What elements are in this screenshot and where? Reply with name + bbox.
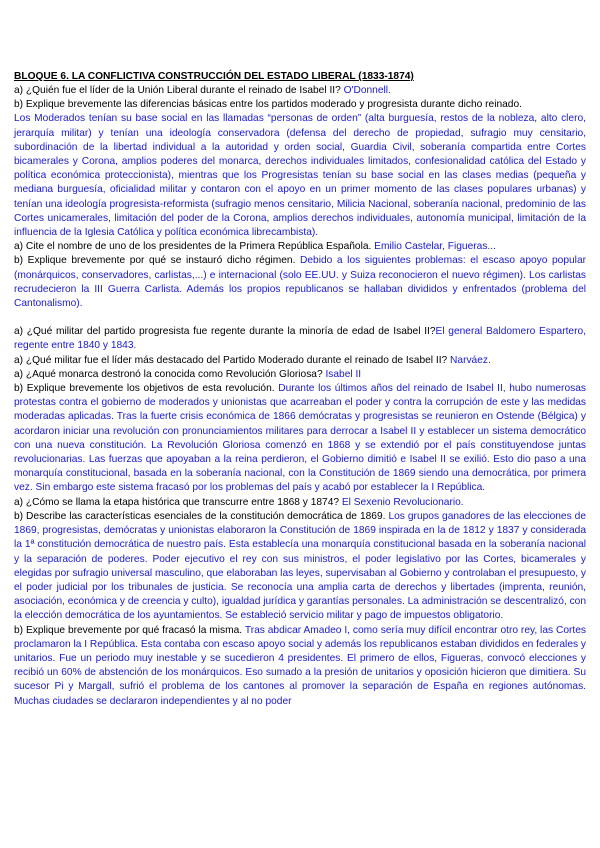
answer-text: Durante los últimos años del reinado de Isabel II, hubo numerosas protestas contra el gobierno de moderados y unionistas que acarreaban el poder y contra la corrupción de este y las medidas moderadas aplicadas. Tras la fuerte crisis económica de 1866 demócratas y progresistas se reunieron en Ostende (Bélgica) y acordaron iniciar una revolución con pronunciamientos militares para derrocar a Isabel II y establecer un sistema democrático con una nueva constitución. La Revolución Gloriosa comenzó en 1868 y se extendió por el país constituyendose juntas revolucionarias. Las fuerzas que apoyaban a la reina perdieron, el Gobierno dimitió e Isabel II se exilió. Esto dio paso a una monarquía constitucional, basada en la soberanía nacional, con la Constitución de 1869 siendo una democrática, por primera vez. Sin embargo este sistema fracasó por los problemas del país y acabó por establecer la I República. [14,383,586,494]
question-1b [14,98,586,112]
answer-text: Emilio Castelar, Figueras... [371,241,496,253]
question-1a [14,84,586,98]
question-text: a) Cite el nombre de uno de los presidentes de la Primera República Española. [14,241,372,253]
question-text: a) ¿Qué militar fue el líder más destacado del Partido Moderado durante el reinado de Isabel II? [14,354,448,366]
answer-text: El Sexenio Revolucionario. [339,496,464,508]
question-text: a) ¿Qué militar del partido progresista fue regente durante la minoría de edad de Isabel II? [14,326,436,338]
question-text: b) Explique brevemente los objetivos de esta revolución. [14,383,275,395]
question-text: b) Explique brevemente por qué fracasó la misma. [14,624,243,636]
answer-text: Narváez. [447,354,491,366]
question-4a [14,354,586,368]
answer-text: Debido a los siguientes problemas: el escaso apoyo popular (monárquicos, conservadores, carlistas,...) e internacional (solo EE.UU. y Suiza reconocieron el nuevo régimen). Los carlistas recrudecieron la III Guerra Carlista. Además los propios republicanos se hallaban divididos y enfrentados (problema del Cantonalismo). [14,255,587,310]
question-2a [14,240,586,254]
answer-1b: Los Moderados tenían su base social en las llamadas “personas de orden” (alta burguesía, restos de la nobleza, alto clero, jerarquía militar) y tenían una ideología conservadora (defensa del derecho de propiedad, sufragio muy censitario, subordinación de la libertad individual a la autoridad y orden social, Guardia Civil, soberanía compartida entre Cortes bicamerales y Corona, amplios poderes del monarca, derechos individuales limitados, confesionalidad católica del Estado y política económica proteccionista), mientras que los Progresistas tenían su base social en las clases medias (pequeña y mediana burguesía, oficialidad militar y contaron con el apoyo en un primer momento de las clases populares urbanas) y tenían una ideología progresista-reformista (sufragio menos censitario, Milicia Nacional, soberanía nacional, predominio de las Cortes unicamerales, limitación del poder de la Corona, amplios derechos individuales, autonomía municipal, limitación de la influencia de la Iglesia Católica y política económica librecambista). [14,113,586,239]
question-5a [14,368,586,382]
question-text: b) Describe las características esenciales de la constitución democrática de 1869. [14,510,386,522]
question-6c [14,624,586,709]
question-6b [14,510,586,624]
answer-text: Los grupos ganadores de las elecciones de 1869, progresistas, demócratas y unionistas elaboraron la Constitución de 1869 inspirada en la de 1812 y 1837 y considerada la 1ª constitución democrática de nuestro país. Esta establecía una monarquía constitucional basada en la soberanía nacional y la separación de poderes. Poder ejecutivo el rey con sus ministros, el poder legislativo por las Cortes, bicamerales y elegidas por sufragio universal masculino, que elaboraban las leyes, supervisaban al Gobierno y controlaban el presupuesto, y el poder judicial por los tribunales de justicia. Se reconocía una amplia carta de derechos y libertades (imprenta, reunión, asociación, económica y de creencia y culto), igualdad jurídica y garantías personales. La administración se descentralizó, con la elección democrática de los ayuntamientos. Se estableció servicio militar y pago de impuestos obligatorio. [14,510,587,622]
answer-text: Isabel II [322,368,362,380]
question-text: a) ¿Aqué monarca destronó la conocida como Revolución Gloriosa? [14,368,323,380]
question-text: a) ¿Cómo se llama la etapa histórica que transcurre entre 1868 y 1874? [14,496,340,508]
question-text: a) ¿Quién fue el líder de la Unión Liberal durante el reinado de Isabel II? [14,85,341,96]
answer-text: Tras abdicar Amadeo I, como sería muy difícil encontrar otro rey, las Cortes proclamaron la I República. Esta contaba con escaso apoyo social y además los republicanos estaban divididos en federales y unitarios. Fue un periodo muy inestable y se sucedieron 4 presidentes. El primero de ellos, Figueras, convocó elecciones y recibió un 60% de abstención de los monárquicos. Eso sumado a la presión de unitarios y oposición hicieron que dimitiera. Su sucesor Pi y Margall, sufrió el problema de los cantones al promover la separación de España en regiones autónomas. Muchas ciudades se declararon independientes y al no poder [14,624,586,707]
question-text: b) Explique brevemente por qué se instauró dicho régimen. [14,255,296,267]
answer-text: O'Donnell. [340,85,391,96]
question-3a [14,325,586,353]
document-title: BLOQUE 6. LA CONFLICTIVA CONSTRUCCIÓN DEL ESTADO LIBERAL (1833-1874) [14,71,414,82]
question-5b [14,382,586,496]
question-2b [14,254,586,311]
paragraph-gap [14,311,586,325]
answer-text: El general Baldomero Espartero, regente entre 1840 y 1843. [14,326,586,352]
question-text: b) Explique brevemente las diferencias básicas entre los partidos moderado y progresista durante dicho reinado. [14,99,522,111]
question-6a [14,496,586,510]
